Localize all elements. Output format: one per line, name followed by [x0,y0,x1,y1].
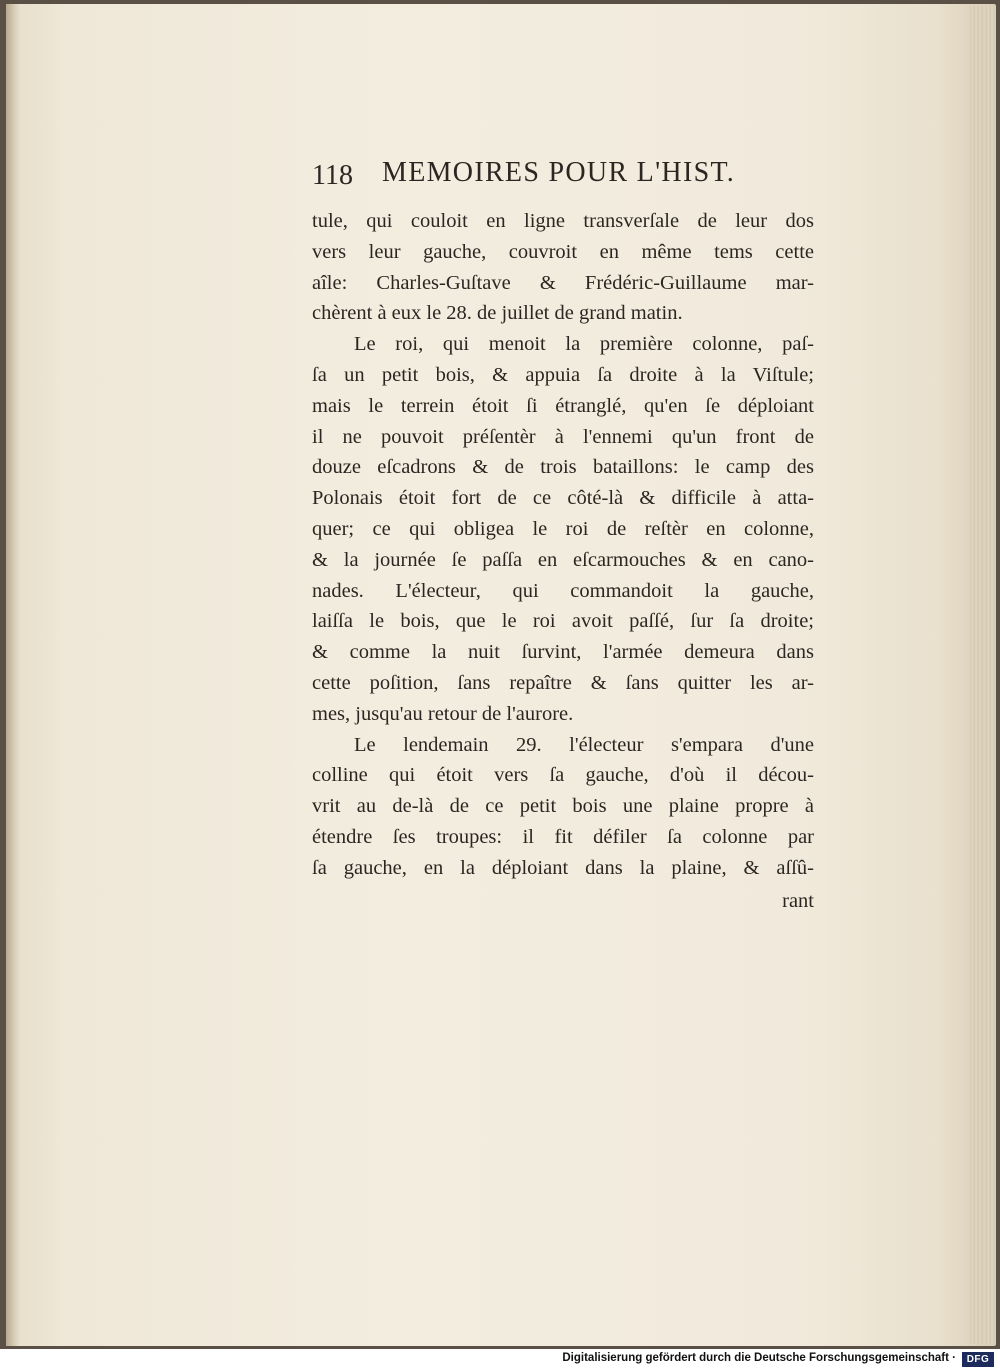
text-line: il ne pouvoit préſentèr à l'ennemi qu'un front de [312,425,814,448]
funding-credit: Digitalisierung gefördert durch die Deutsche Forschungsgemeinschaft · [562,1352,956,1364]
text-line: Le roi, qui menoit la première colonne, paſ- [354,333,814,356]
text-line: chèrent à eux le 28. de juillet de grand matin. [312,302,683,325]
text-line: Polonais étoit fort de ce côté-là & difficile à atta- [312,487,814,510]
page-header [312,154,742,198]
digitization-footer [0,1349,1000,1371]
text-line: & comme la nuit ſurvint, l'armée demeura dans [312,641,814,664]
dfg-logo-icon: DFG [962,1352,994,1367]
text-line: quer; ce qui obligea le roi de reſtèr en colonne, [312,517,814,540]
page-fore-edge [970,6,996,1344]
page-gutter [6,4,22,1346]
text-line: vrit au de-là de ce petit bois une plaine propre à [312,795,814,818]
page-number: 118 [312,160,353,191]
running-head: MEMOIRES POUR L'HIST. [382,157,736,188]
text-line: ſa un petit bois, & appuia ſa droite à la Viſtule; [312,363,814,386]
text-line: aîle: Charles-Guſtave & Frédéric-Guillaume mar- [312,271,814,294]
text-line: mes, jusqu'au retour de l'aurore. [312,702,574,725]
text-line: ſa gauche, en la déploiant dans la plaine, & aſſû- [312,856,814,879]
text-line: Le lendemain 29. l'électeur s'empara d'une [354,733,814,756]
text-line: étendre ſes troupes: il fit défiler ſa colonne par [312,825,814,848]
text-line: vers leur gauche, couvroit en même tems cette [312,240,814,263]
text-line: douze eſcadrons & de trois bataillons: le camp des [312,456,814,479]
text-line: laiſſa le bois, que le roi avoit paſſé, ſur ſa droite; [312,610,814,633]
text-line: colline qui étoit vers ſa gauche, d'où il décou- [312,764,814,787]
body-text [312,206,814,916]
text-line: cette poſition, ſans repaître & ſans quitter les ar- [312,671,814,694]
text-line: tule, qui couloit en ligne transverſale de leur dos [312,210,814,232]
text-line: mais le terrein étoit ſi étranglé, qu'en ſe déploiant [312,394,814,417]
text-line: & la journée ſe paſſa en eſcarmouches & en cano- [312,548,814,571]
catchword: rant [782,889,814,912]
text-line: nades. L'électeur, qui commandoit la gauche, [312,579,814,602]
